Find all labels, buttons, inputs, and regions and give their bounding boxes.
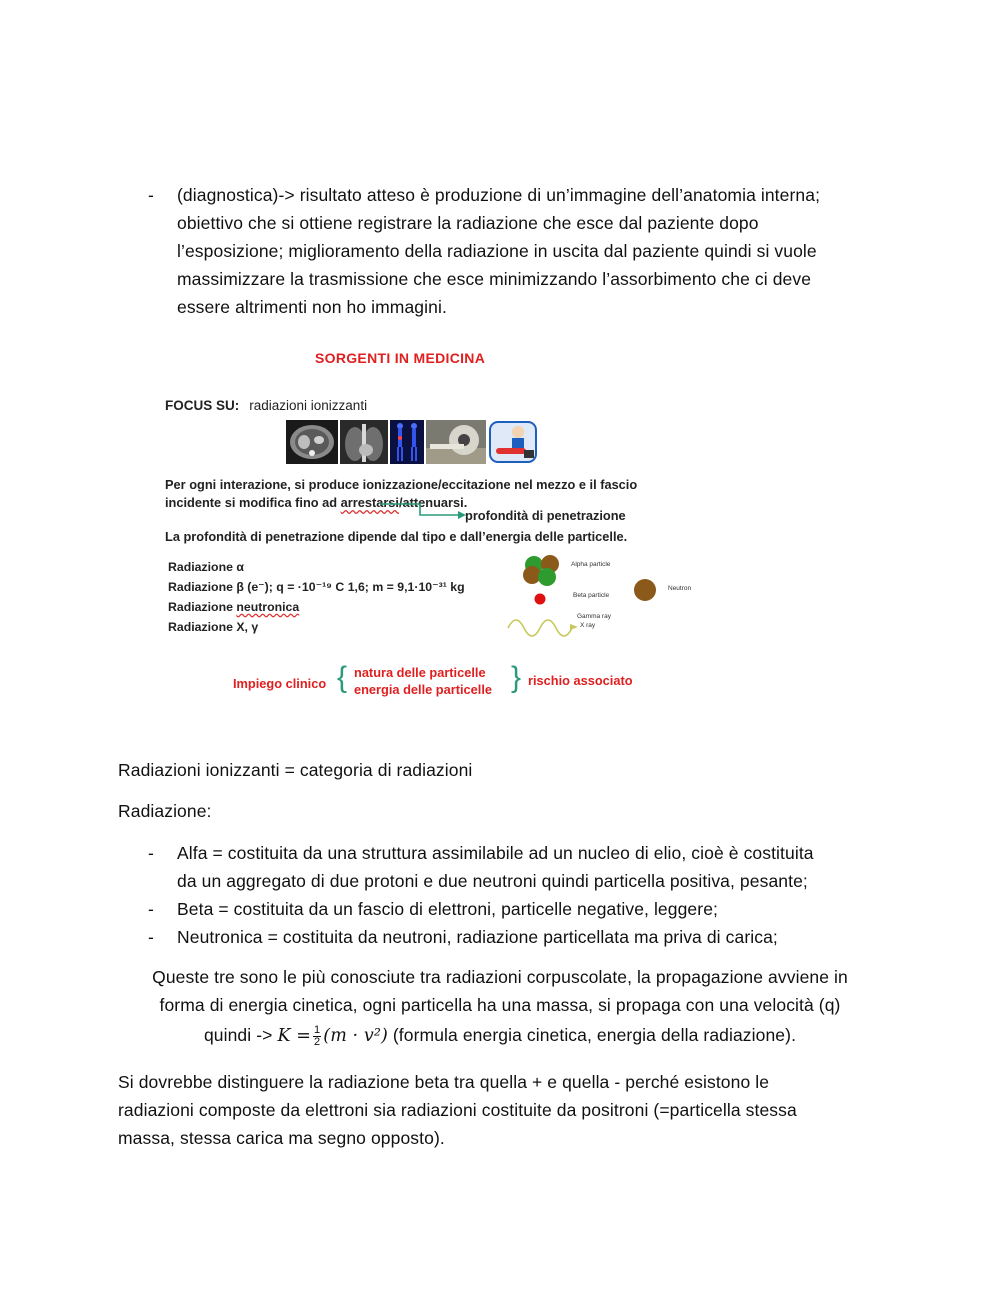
focus-label xyxy=(165,398,367,413)
text-line: - Neutronica = costituita da neutroni, radiazione particellata ma priva di carica; xyxy=(177,927,778,947)
chest-xray-image xyxy=(340,420,388,464)
text-line: da un aggregato di due protoni e due neutroni quindi particella positiva, pesante; xyxy=(177,871,808,891)
formula-line xyxy=(100,1021,900,1050)
text-line: - (diagnostica)-> risultato atteso è produzione di un’immagine dell’anatomia interna; xyxy=(177,185,821,205)
ct-scan-image xyxy=(286,420,338,464)
energy-label: energia delle particelle xyxy=(354,682,492,697)
radiation-types-list xyxy=(168,557,465,637)
formula-rhs: (m · v²) xyxy=(323,1026,388,1046)
text-line: obiettivo che si ottiene registrare la radiazione che esce dal paziente dopo xyxy=(177,213,759,233)
left-brace: { xyxy=(337,661,348,694)
text-span: /attenuarsi. xyxy=(398,495,468,510)
text-line: radiazioni composte da elettroni sia radiazioni costituite da positroni (=particella stessa xyxy=(118,1100,797,1120)
bullet-list-top xyxy=(118,181,888,321)
alpha-legend: Alpha particle xyxy=(571,561,611,568)
bullet-list-radiation xyxy=(118,839,888,951)
interaction-line: Per ogni interazione, si produce ionizzazione/eccitazione nel mezzo e il fascio xyxy=(165,477,638,492)
risk-label: rischio associato xyxy=(528,673,633,688)
centered-paragraph xyxy=(100,963,900,1050)
text-line: Si dovrebbe distinguere la radiazione beta tra quella + e quella - perché esistono le xyxy=(118,1072,770,1092)
ct-scanner-image xyxy=(426,420,486,464)
list-item-neutron xyxy=(118,923,888,951)
radiation-neutron xyxy=(168,597,465,617)
list-item-beta xyxy=(118,895,888,923)
text-line: - Alfa = costituita da una struttura assimilabile ad un nucleo di elio, cioè è costituita xyxy=(177,843,814,863)
text-span: neutronica xyxy=(236,600,300,614)
text-span: quindi -> xyxy=(203,1025,273,1045)
heading-radiation: Radiazione: xyxy=(118,801,212,821)
beta-legend: Beta particle xyxy=(573,592,610,599)
xray-legend: X ray xyxy=(580,622,596,629)
figure-title: SORGENTI IN MEDICINA xyxy=(315,350,486,366)
medical-image-strip xyxy=(286,420,538,464)
text-span: (formula energia cinetica, energia della radiazione). xyxy=(392,1025,797,1045)
penetration-label: profondità di penetrazione xyxy=(465,508,626,523)
fraction xyxy=(313,1025,321,1048)
text-span: arrestarsi xyxy=(340,495,399,510)
text-span: incidente si modifica fino ad xyxy=(165,495,341,510)
frac-numerator: 1 xyxy=(314,1023,321,1036)
clinical-use-label: Impiego clinico xyxy=(233,676,327,691)
text-line: forma di energia cinetica, ogni particella ha una massa, si propaga con una velocità (q) xyxy=(159,995,841,1015)
slide-figure xyxy=(160,340,720,710)
text-line: massa, stessa carica ma segno opposto). xyxy=(118,1128,445,1148)
radiotherapy-icon xyxy=(488,420,538,464)
focus-prefix: FOCUS SU: xyxy=(165,398,240,413)
neutron-legend: Neutron xyxy=(668,585,692,592)
heading-ionizing: Radiazioni ionizzanti = categoria di radiazioni xyxy=(118,760,473,780)
radiation-xgamma: Radiazione X, γ xyxy=(168,620,259,634)
penetration-arrow xyxy=(378,502,468,520)
radiation-beta: Radiazione β (e⁻); q = ·10⁻¹⁹ C 1,6; m = 9,1·10⁻³¹ kg xyxy=(168,580,465,594)
text-line: - Beta = costituita da un fascio di elettroni, particelle negative, leggere; xyxy=(177,899,718,919)
text-span: Radiazione xyxy=(168,600,237,614)
radiation-alpha: Radiazione α xyxy=(168,560,244,574)
text-line: Queste tre sono le più conosciute tra radiazioni corpuscolate, la propagazione avviene in xyxy=(152,967,848,987)
right-brace: } xyxy=(511,661,522,694)
penetration-sentence: La profondità di penetrazione dipende dal tipo e dall’energia delle particelle. xyxy=(165,529,628,544)
final-paragraph xyxy=(118,1068,888,1152)
bone-scan-image xyxy=(390,420,424,464)
text-line: massimizzare la trasmissione che esce minimizzando l’assorbimento che ci deve xyxy=(177,269,812,289)
nature-label: natura delle particelle xyxy=(354,665,486,680)
gamma-legend: Gamma ray xyxy=(577,613,611,620)
focus-value: radiazioni ionizzanti xyxy=(249,398,368,413)
list-item xyxy=(118,181,888,321)
list-item-alpha xyxy=(118,839,888,895)
formula-lhs: K = xyxy=(277,1026,312,1046)
text-line: essere altrimenti non ho immagini. xyxy=(177,297,447,317)
frac-denominator: 2 xyxy=(314,1035,321,1048)
text-line: l’esposizione; miglioramento della radiazione in uscita dal paziente quindi si vuole xyxy=(177,241,817,261)
